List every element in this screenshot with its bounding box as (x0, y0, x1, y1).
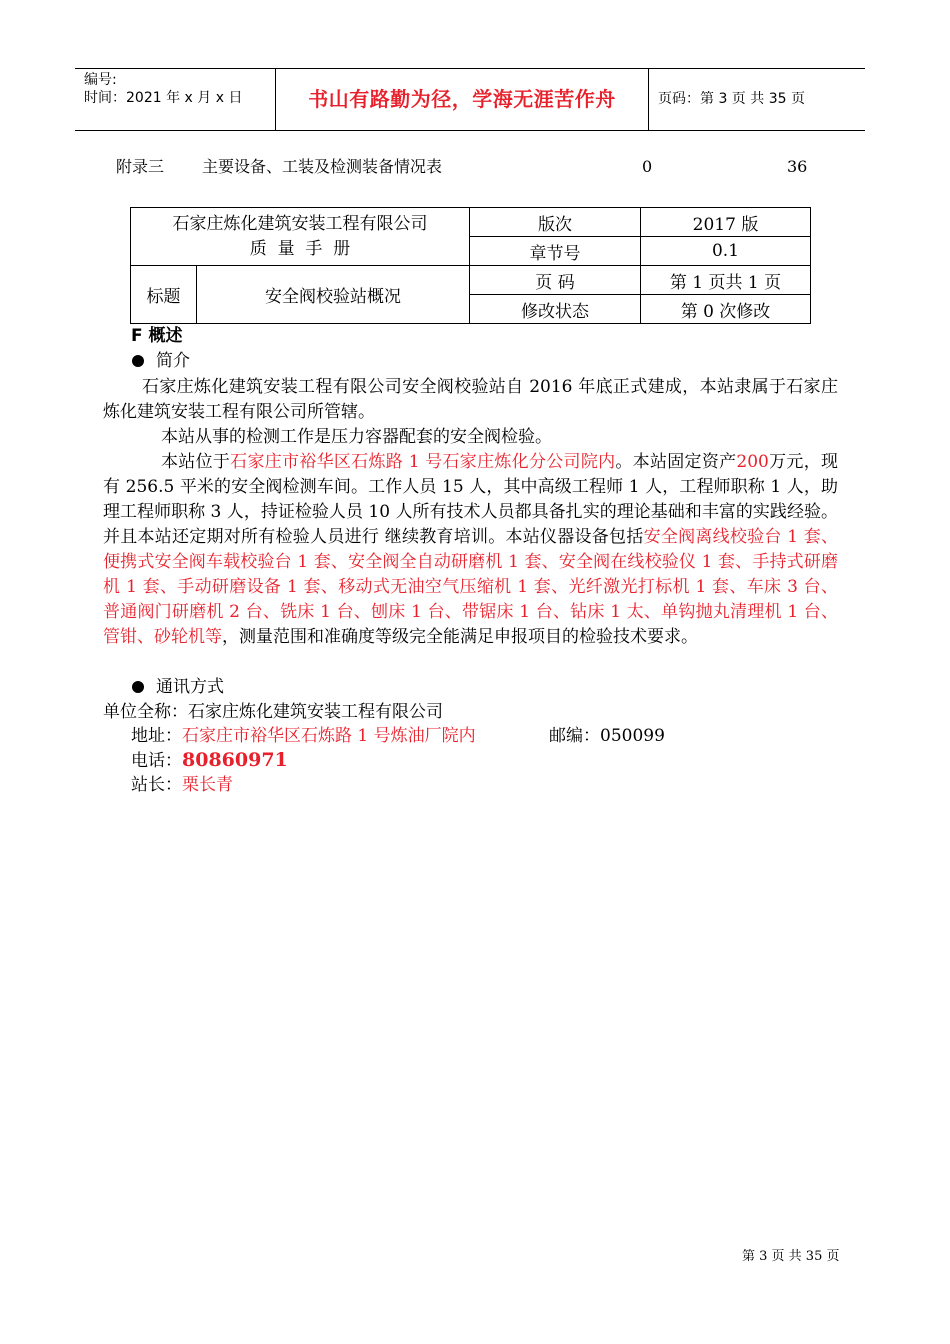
p3-text-b: 。本站固定资产 (615, 452, 737, 472)
title-value: 安全阀校验站概况 (197, 266, 470, 324)
header-motto: 书山有路勤为径，学海无涯苦作舟 (308, 87, 616, 111)
intro-paragraph-1: 石家庄炼化建筑安装工程有限公司安全阀校验站自 2016 年底正式建成，本站隶属于石家庄炼化建筑安装工程有限公司所管辖。 (103, 377, 838, 422)
station-location: 石家庄市裕华区石炼路 1 号石家庄炼化分公司院内 (230, 452, 616, 472)
page-label: 页 码 (470, 266, 641, 295)
header-divider (648, 69, 649, 130)
phone-value: 80860971 (182, 749, 288, 771)
manual-info-table (130, 207, 811, 324)
company-name: 石家庄炼化建筑安装工程有限公司 (172, 213, 428, 234)
address-label: 地址： (131, 726, 182, 746)
fixed-assets: 200 (736, 452, 769, 472)
unit-value: 石家庄炼化建筑安装工程有限公司 (188, 702, 443, 722)
p3-text-d: ，测量范围和准确度等级完全能满足申报项目的检验技术要求。 (222, 627, 698, 647)
section-heading: F 概述 (131, 326, 183, 346)
appendix-title: 主要设备、工装及检测装备情况表 (202, 157, 443, 176)
head-value: 栗长青 (182, 775, 233, 795)
head-label: 站长： (131, 775, 182, 795)
edition-label: 版次 (470, 208, 641, 237)
number-label: 编号: (84, 72, 117, 88)
address-value: 石家庄市裕华区石炼路 1 号炼油厂院内 (182, 726, 476, 746)
bullet-intro (132, 349, 190, 374)
postcode: 邮编：050099 (549, 726, 665, 746)
bullet-icon (132, 681, 144, 693)
head-line (131, 773, 233, 798)
bullet-contact (132, 675, 224, 700)
intro-paragraph-3 (103, 450, 838, 650)
p3-text-c: 万元，现有 256.5 平米的安全阀检测车间。工作人员 15 人，其中高级工程师 1 人，工程师职称 1 人，助理工程师职称 3 人，持证检验人员 10 人所有技术人员都具备扎实的理论基础和丰富的实践经验。并且本站还定期对所有检验人员进行 继续教育培训。本站仪器设备包括 (103, 452, 839, 547)
manual-name: 质 量 手 册 (249, 238, 351, 259)
phone-line (131, 748, 288, 774)
header-page-number: 页码：第 3 页 共 35 页 (658, 91, 805, 107)
appendix-label: 附录三 (116, 157, 165, 176)
time-line: 时间：2021 年 x 月 x 日 (84, 90, 243, 106)
page-value: 第 1 页共 1 页 (641, 266, 811, 295)
company-cell (131, 208, 470, 266)
bullet-contact-label: 通讯方式 (156, 677, 224, 697)
unit-label: 单位全称： (103, 702, 188, 722)
appendix-num2: 36 (787, 157, 808, 176)
bullet-intro-label: 简介 (156, 351, 190, 371)
chapter-value: 0.1 (641, 237, 811, 266)
equipment-list: 安全阀离线校验台 1 套、便携式安全阀车载校验台 1 套、安全阀全自动研磨机 1 套、安全阀在线校验仪 1 套、手持式研磨机 1 套、手动研磨设备 1 套、移动式无油空气压缩机 1 套、光纤激光打标机 1 套、车床 3 台、普通阀门研磨机 2 台、铣床 1 台、刨床 1 台、带锯床 1 台、钻床 1 太、单钩抛丸清理机 1 台、管钳、砂轮机等 (103, 527, 839, 647)
unit-line (103, 700, 443, 725)
footer-page-number: 第 3 页 共 35 页 (742, 1249, 840, 1264)
page-header (75, 68, 865, 131)
chapter-label: 章节号 (470, 237, 641, 266)
appendix-num1: 0 (642, 157, 653, 176)
phone-label: 电话： (131, 751, 182, 771)
revision-label: 修改状态 (470, 295, 641, 324)
header-meta (75, 69, 275, 130)
edition-value: 2017 版 (641, 208, 811, 237)
revision-value: 第 0 次修改 (641, 295, 811, 324)
p3-text-a: 本站位于 (161, 452, 231, 472)
address-line (131, 724, 476, 749)
title-label: 标题 (131, 266, 197, 324)
bullet-icon (132, 355, 144, 367)
intro-paragraph-2: 本站从事的检测工作是压力容器配套的安全阀检验。 (161, 427, 552, 447)
